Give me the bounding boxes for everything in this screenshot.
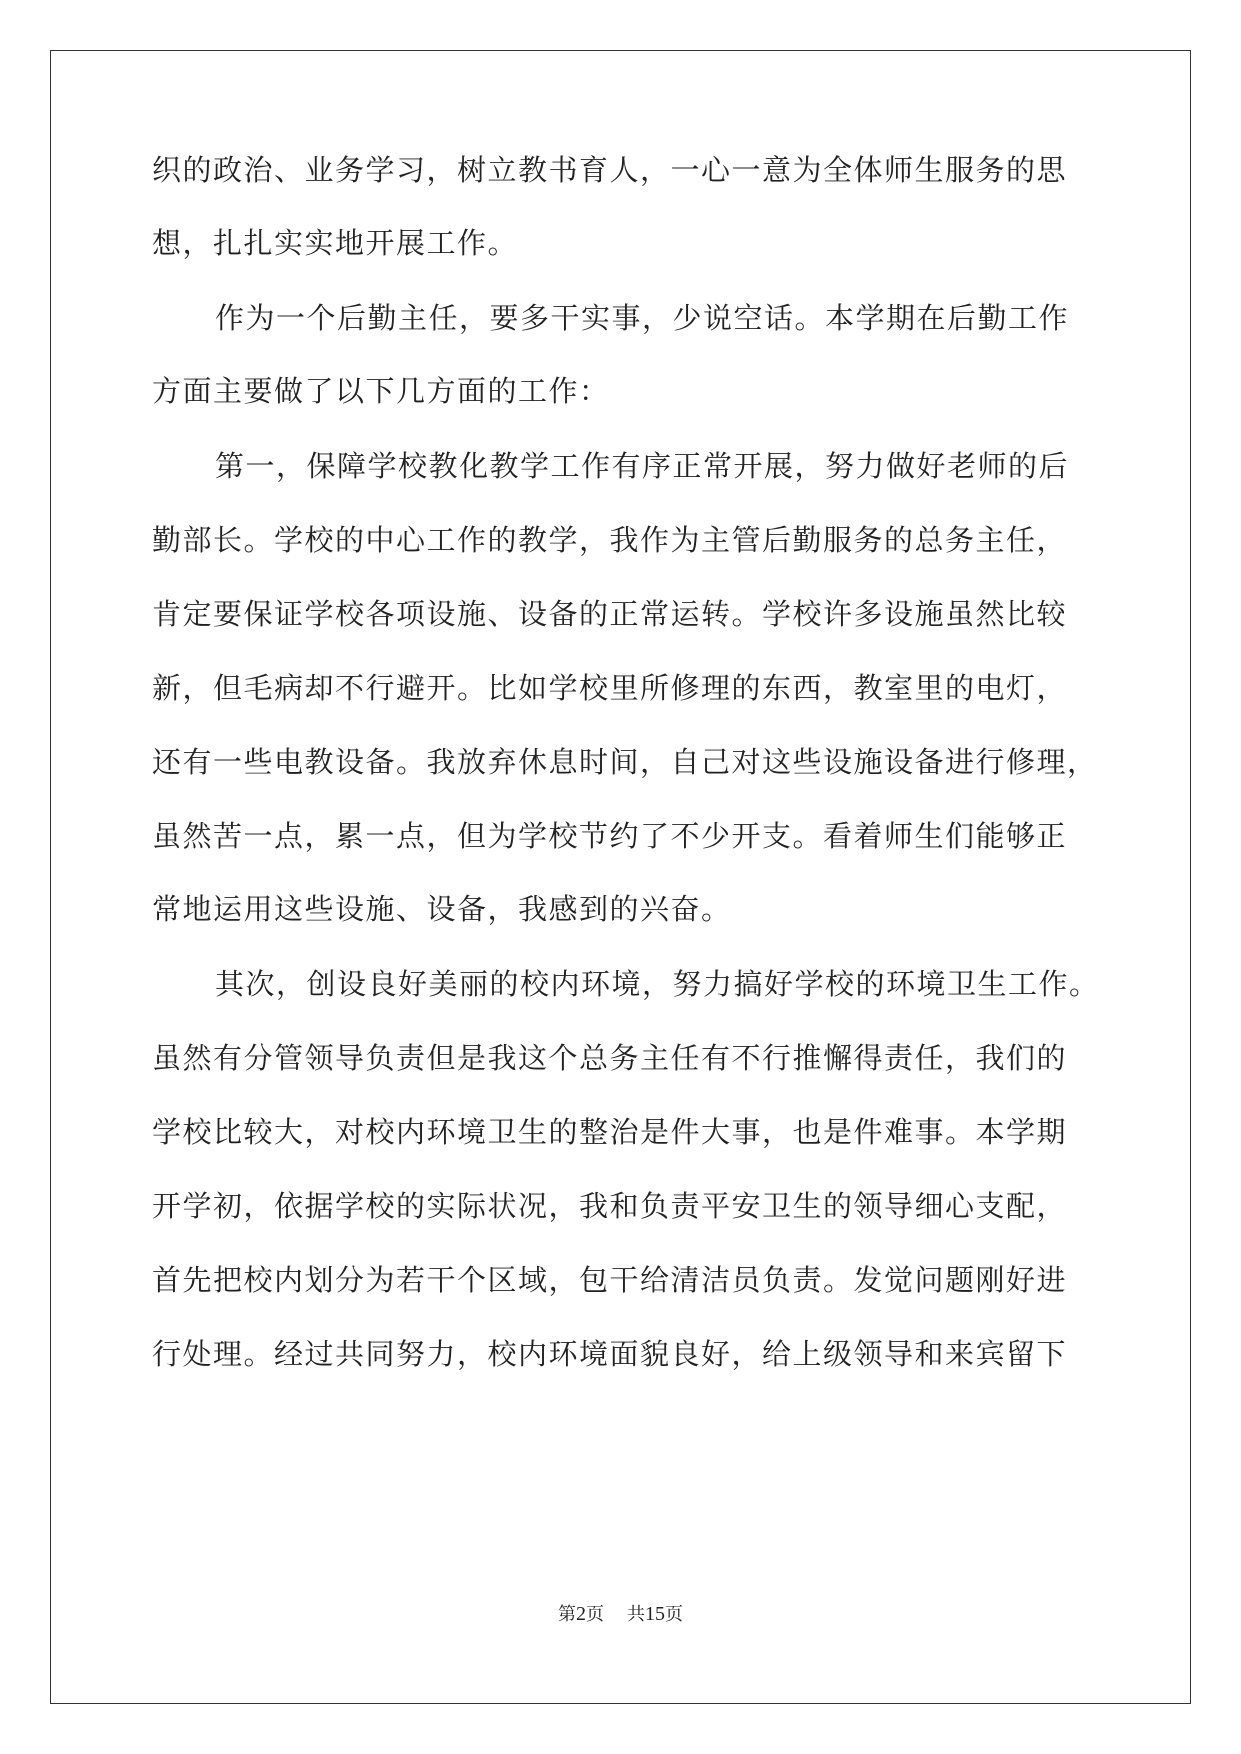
- page-number-prefix: 第: [558, 1604, 577, 1625]
- page-number-total: 15: [644, 1603, 665, 1625]
- text-line: 学校比较大，对校内环境卫生的整治是件大事，也是件难事。本学期: [152, 1115, 1068, 1149]
- page-total-suffix: 页: [664, 1604, 683, 1625]
- page-number-current: 2: [576, 1603, 587, 1625]
- text-line: 首先把校内划分为若干个区域，包干给清洁员负责。发觉问题刚好进: [152, 1263, 1068, 1297]
- text-line: 肯定要保证学校各项设施、设备的正常运转。学校许多设施虽然比较: [152, 597, 1068, 631]
- text-line: 想，扎扎实实地开展工作。: [152, 226, 519, 260]
- paragraph-start-line: 第一，保障学校教化教学工作有序正常开展，努力做好老师的后: [215, 449, 1070, 483]
- paragraph-start-line: 其次，创设良好美丽的校内环境，努力搞好学校的环境卫生工作。: [215, 967, 1100, 1001]
- text-line: 勤部长。学校的中心工作的教学，我作为主管后勤服务的总务主任，: [152, 523, 1068, 557]
- text-line: 还有一些电教设备。我放弃休息时间，自己对这些设施设备进行修理，: [152, 745, 1098, 779]
- page-total-prefix: 共: [626, 1604, 645, 1625]
- text-line: 行处理。经过共同努力，校内环境面貌良好，给上级领导和来宾留下: [152, 1337, 1068, 1371]
- text-line: 虽然有分管领导负责但是我这个总务主任有不行推懈得责任，我们的: [152, 1041, 1068, 1075]
- text-line: 虽然苦一点，累一点，但为学校节约了不少开支。看着师生们能够正: [152, 819, 1068, 853]
- text-line: 方面主要做了以下几方面的工作：: [152, 374, 610, 408]
- page-border: [50, 50, 1191, 1704]
- page-number-suffix: 页: [586, 1604, 605, 1625]
- text-line: 织的政治、业务学习，树立教书育人，一心一意为全体师生服务的思: [152, 153, 1068, 187]
- text-line: 新，但毛病却不行避开。比如学校里所修理的东西，教室里的电灯，: [152, 671, 1068, 705]
- text-line: 开学初，依据学校的实际状况，我和负责平安卫生的领导细心支配，: [152, 1189, 1068, 1223]
- paragraph-start-line: 作为一个后勤主任，要多干实事，少说空话。本学期在后勤工作: [215, 301, 1070, 335]
- text-line: 常地运用这些设施、设备，我感到的兴奋。: [152, 892, 732, 926]
- page-footer: [0, 1600, 1241, 1626]
